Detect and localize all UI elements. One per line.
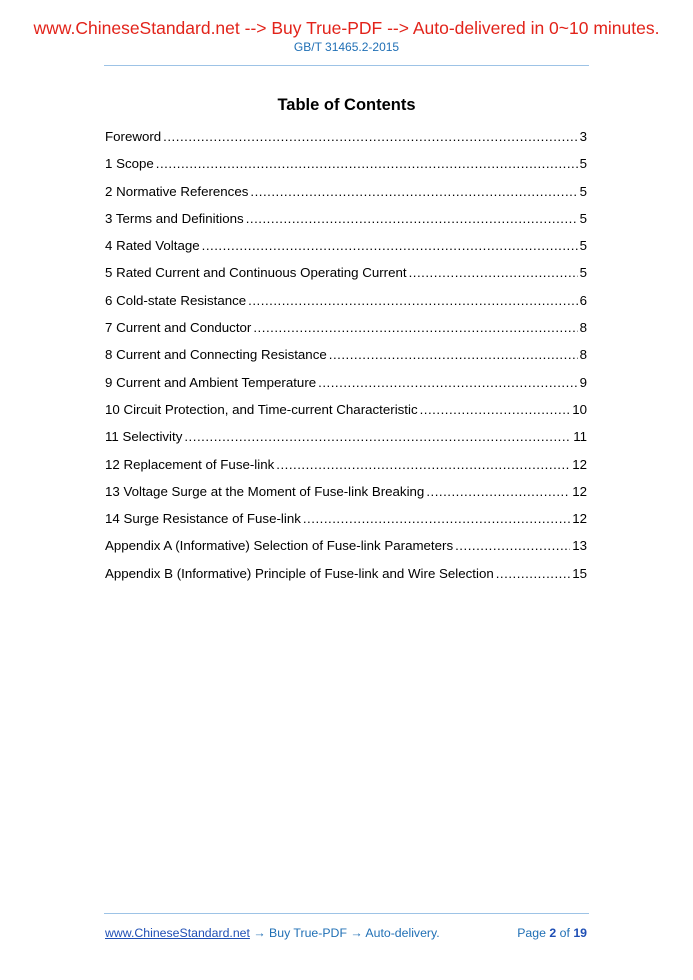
toc-entry[interactable] (105, 482, 587, 509)
of-word: of (559, 926, 570, 940)
toc-entry[interactable] (105, 209, 587, 236)
toc-entry-label: 13 Voltage Surge at the Moment of Fuse-link Breaking (105, 483, 425, 499)
toc-dot-leader (420, 400, 571, 420)
toc-dot-leader (409, 263, 578, 283)
toc-entry-page: 13 (572, 538, 587, 554)
toc-entry-page: 9 (579, 374, 587, 390)
toc-entry[interactable] (105, 509, 587, 536)
toc-entry-page: 6 (579, 292, 587, 308)
toc-entry-page: 12 (572, 511, 587, 527)
toc-dot-leader (163, 127, 577, 147)
toc-dot-leader (250, 182, 577, 202)
page-footer (105, 925, 587, 941)
toc-dot-leader (253, 318, 577, 338)
toc-entry-page: 8 (579, 320, 587, 336)
toc-entry-label: 7 Current and Conductor (105, 320, 252, 336)
toc-dot-leader (426, 482, 570, 502)
toc-dot-leader (202, 236, 578, 256)
page-number (517, 925, 587, 941)
toc-dot-leader (184, 427, 571, 447)
toc-entry-page: 8 (579, 347, 587, 363)
toc-entry[interactable] (105, 373, 587, 400)
table-of-contents (105, 127, 587, 591)
toc-entry-label: Foreword (105, 129, 162, 144)
toc-entry[interactable] (105, 318, 587, 345)
toc-entry-label: 9 Current and Ambient Temperature (105, 374, 317, 390)
promo-banner[interactable]: www.ChineseStandard.net --> Buy True-PDF --> Auto-delivered in 0~10 minutes. (33, 18, 660, 38)
page-total: 19 (573, 926, 587, 940)
toc-entry-page: 12 (572, 456, 587, 472)
toc-entry-page: 5 (579, 238, 587, 254)
toc-entry[interactable] (105, 455, 587, 482)
toc-dot-leader (303, 509, 570, 529)
toc-entry-page: 10 (572, 401, 587, 417)
toc-dot-leader (248, 291, 577, 311)
footer-site-link[interactable]: www.ChineseStandard.net (105, 926, 250, 940)
toc-entry-page: 11 (573, 429, 587, 445)
toc-entry-page: 5 (579, 210, 587, 226)
toc-entry-label: 10 Circuit Protection, and Time-current Characteristic (105, 401, 418, 417)
toc-dot-leader (318, 373, 577, 393)
footer-divider (104, 913, 589, 914)
toc-entry[interactable] (105, 564, 587, 591)
footer-promo (105, 925, 440, 941)
header-divider (104, 65, 589, 66)
toc-title: Table of Contents (277, 96, 416, 114)
toc-entry-page: 5 (579, 183, 587, 199)
footer-tagline: → Buy True-PDF → Auto-delivery. (249, 926, 440, 940)
toc-dot-leader (496, 564, 570, 584)
standard-code: GB/T 31465.2-2015 (293, 40, 400, 54)
toc-entry[interactable] (105, 236, 587, 263)
toc-entry-label: Appendix B (Informative) Principle of Fuse-link and Wire Selection (105, 565, 494, 581)
toc-entry[interactable] (105, 154, 587, 181)
toc-entry[interactable] (105, 263, 587, 290)
toc-entry[interactable] (105, 345, 587, 372)
toc-entry[interactable] (105, 127, 587, 154)
toc-entry-label: 4 Rated Voltage (105, 238, 200, 254)
toc-entry-page: 5 (579, 156, 587, 172)
toc-entry[interactable] (105, 427, 587, 454)
toc-entry-label: 6 Cold-state Resistance (105, 292, 247, 308)
toc-entry-label: 11 Selectivity (105, 429, 183, 445)
toc-entry-label: 5 Rated Current and Continuous Operating Current (105, 265, 407, 281)
toc-entry-page: 15 (572, 565, 587, 581)
toc-entry[interactable] (105, 400, 587, 427)
toc-entry-page: 5 (579, 265, 587, 281)
page-word: Page (517, 926, 546, 940)
toc-dot-leader (329, 345, 578, 365)
toc-dot-leader (455, 536, 570, 556)
page-current: 2 (549, 926, 557, 940)
toc-entry[interactable] (105, 536, 587, 563)
toc-dot-leader (156, 154, 578, 174)
toc-entry-label: 1 Scope (105, 156, 154, 172)
toc-entry[interactable] (105, 182, 587, 209)
toc-entry-label: 3 Terms and Definitions (105, 210, 244, 226)
toc-entry-label: 8 Current and Connecting Resistance (105, 347, 327, 363)
toc-entry-page: 3 (579, 129, 587, 144)
toc-entry-label: 14 Surge Resistance of Fuse-link (105, 511, 301, 527)
toc-entry-page: 12 (572, 483, 587, 499)
toc-entry-label: Appendix A (Informative) Selection of Fuse-link Parameters (105, 538, 454, 554)
toc-dot-leader (276, 455, 570, 475)
toc-dot-leader (246, 209, 578, 229)
toc-entry-label: 12 Replacement of Fuse-link (105, 456, 275, 472)
toc-entry-label: 2 Normative References (105, 183, 249, 199)
toc-entry[interactable] (105, 291, 587, 318)
